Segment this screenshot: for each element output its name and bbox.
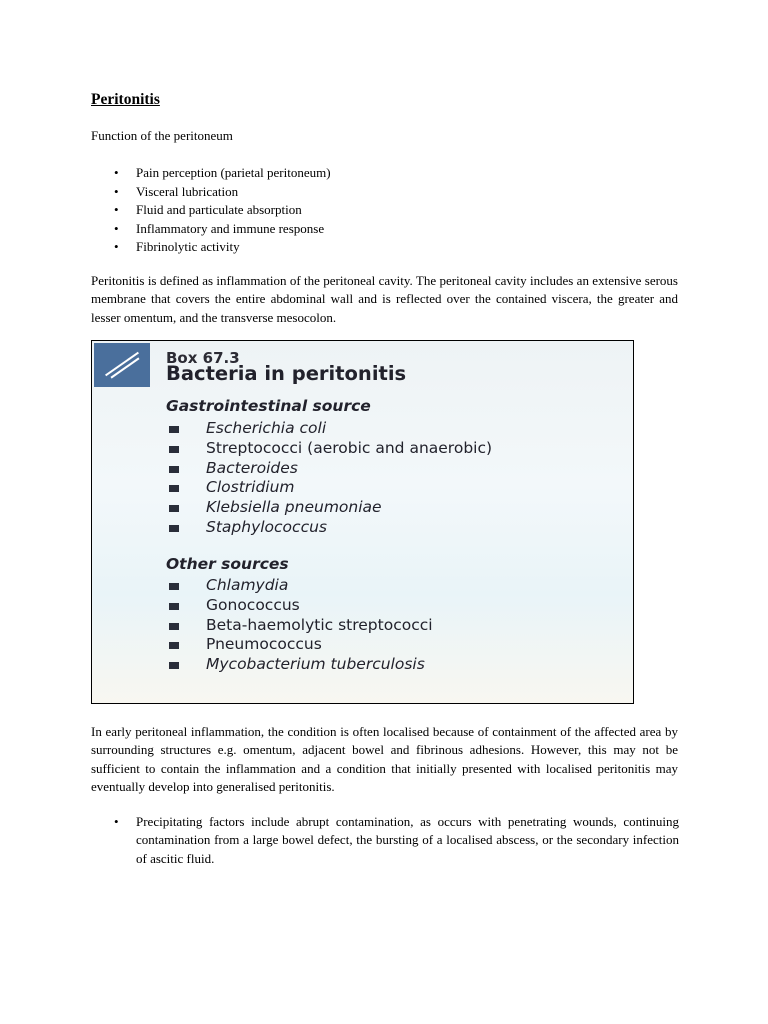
list-item: [166, 518, 492, 538]
list-item: [91, 201, 691, 220]
square-bullet-icon: [169, 505, 179, 512]
localisation-paragraph: In early peritoneal inflammation, the condition is often localised because of containment of the affected area by surrounding structures e.g. omentum, adjacent bowel and fibrinous adhesions. However, this may not be sufficient to contain the inflammation and a condition that initially presented with localised peritonitis may eventually develop into generalised peritonitis.: [91, 724, 678, 795]
bacteria-box-figure: [91, 340, 634, 704]
list-item: [166, 459, 492, 479]
list-item: [91, 183, 691, 202]
box-title: Bacteria in peritonitis: [166, 362, 407, 385]
list-item: [166, 439, 492, 459]
list-item: [166, 478, 492, 498]
bacterium-name: Staphylococcus: [206, 517, 327, 536]
list-item: [91, 813, 679, 868]
list-item: [91, 220, 691, 239]
bullet-icon: •: [114, 183, 119, 199]
bacterium-name: Beta-haemolytic streptococci: [206, 615, 433, 634]
list-item: [166, 655, 433, 675]
list-item: [166, 596, 433, 616]
square-bullet-icon: [169, 485, 179, 492]
box-label: Box 67.3: [166, 349, 240, 367]
bacterium-name: Klebsiella pneumoniae: [206, 498, 382, 517]
square-bullet-icon: [169, 525, 179, 532]
bullet-icon: •: [114, 220, 119, 236]
bacterium-name: Mycobacterium tuberculosis: [206, 655, 425, 674]
bacterium-name: Clostridium: [206, 478, 295, 497]
list-item-text: Fluid and particulate absorption: [136, 202, 302, 217]
bullet-icon: •: [114, 814, 119, 829]
other-sources-list: [166, 576, 433, 675]
bacterium-name: Gonococcus: [206, 595, 300, 614]
square-bullet-icon: [169, 446, 179, 453]
list-item-text: Visceral lubrication: [136, 183, 239, 199]
bullet-icon: •: [114, 165, 119, 180]
list-item: [91, 164, 691, 183]
list-item-text: Precipitating factors include abrupt contamination, as occurs with penetrating wounds, continuing contamination from a large bowel defect, the bursting of a localised abscess, or the secondary infection of ascitic fluid.: [136, 814, 679, 866]
function-list: [91, 164, 691, 257]
bacterium-name: Pneumococcus: [206, 635, 322, 654]
section-subtitle: Function of the peritoneum: [91, 128, 233, 143]
bacterium-name: Bacteroides: [206, 458, 298, 477]
page-title: Peritonitis: [91, 91, 160, 108]
definition-paragraph: Peritonitis is defined as inflammation of the peritoneal cavity. The peritoneal cavity includes an extensive serous membrane that covers the entire abdominal wall and is reflected over the contained viscera, the greater and lesser omentum, and the transverse mesocolon.: [91, 273, 678, 325]
list-item-text: Fibrinolytic activity: [136, 239, 240, 254]
other-sources-heading: Other sources: [166, 555, 289, 573]
square-bullet-icon: [169, 662, 179, 669]
square-bullet-icon: [169, 642, 179, 649]
list-item: [166, 635, 433, 655]
square-bullet-icon: [169, 583, 179, 590]
list-item: [166, 576, 433, 596]
bullet-icon: •: [114, 202, 119, 217]
list-item-text: Inflammatory and immune response: [136, 220, 325, 236]
list-item-text: Pain perception (parietal peritoneum): [136, 165, 331, 180]
list-item: [166, 419, 492, 439]
bacterium-name: Chlamydia: [206, 576, 289, 594]
list-item: [166, 616, 433, 636]
list-item: [91, 238, 691, 257]
square-bullet-icon: [169, 466, 179, 473]
square-bullet-icon: [169, 623, 179, 630]
square-bullet-icon: [169, 603, 179, 610]
bullet-icon: •: [114, 239, 119, 254]
bacterium-name: Escherichia coli: [206, 419, 327, 437]
gi-source-list: [166, 419, 492, 538]
gi-source-heading: Gastrointestinal source: [166, 397, 371, 415]
bacterium-name: Streptococci (aerobic and anaerobic): [206, 438, 493, 457]
precipitating-factors-list: [91, 813, 679, 868]
square-bullet-icon: [169, 426, 179, 433]
box-tab-icon: [94, 343, 150, 387]
list-item: [166, 498, 492, 518]
